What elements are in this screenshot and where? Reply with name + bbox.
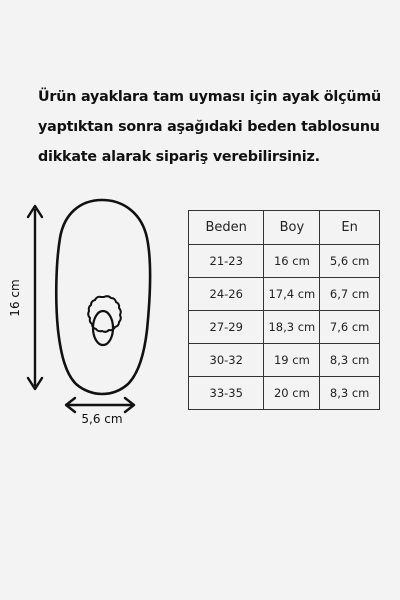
table-row [189, 245, 380, 278]
width-cell: 5,6 cm [320, 245, 380, 278]
width-arrow [66, 398, 134, 412]
table-row [189, 311, 380, 344]
instruction-line: dikkate alarak sipariş verebilirsiniz. [38, 149, 320, 165]
size-cell: 33-35 [189, 377, 264, 410]
size-cell: 21-23 [189, 245, 264, 278]
column-header-size: Beden [189, 211, 264, 245]
column-header-width: En [320, 211, 380, 245]
length-cell: 16 cm [264, 245, 320, 278]
table-row [189, 377, 380, 410]
length-cell: 17,4 cm [264, 278, 320, 311]
size-cell: 24-26 [189, 278, 264, 311]
size-cell: 30-32 [189, 344, 264, 377]
size-cell: 27-29 [189, 311, 264, 344]
length-cell: 18,3 cm [264, 311, 320, 344]
size-chart-table [188, 210, 380, 410]
table-row [189, 278, 380, 311]
length-label: 16 cm [8, 279, 22, 317]
column-header-length: Boy [264, 211, 320, 245]
width-cell: 6,7 cm [320, 278, 380, 311]
instruction-line: yaptıktan sonra aşağıdaki beden tablosunu [38, 119, 380, 135]
length-cell: 20 cm [264, 377, 320, 410]
width-cell: 7,6 cm [320, 311, 380, 344]
table-header-row [189, 211, 380, 245]
width-label: 5,6 cm [81, 412, 123, 426]
table-row [189, 344, 380, 377]
width-cell: 8,3 cm [320, 377, 380, 410]
instruction-line: Ürün ayaklara tam uyması için ayak ölçümü [38, 89, 382, 105]
length-arrow [28, 206, 42, 389]
length-cell: 19 cm [264, 344, 320, 377]
width-cell: 8,3 cm [320, 344, 380, 377]
